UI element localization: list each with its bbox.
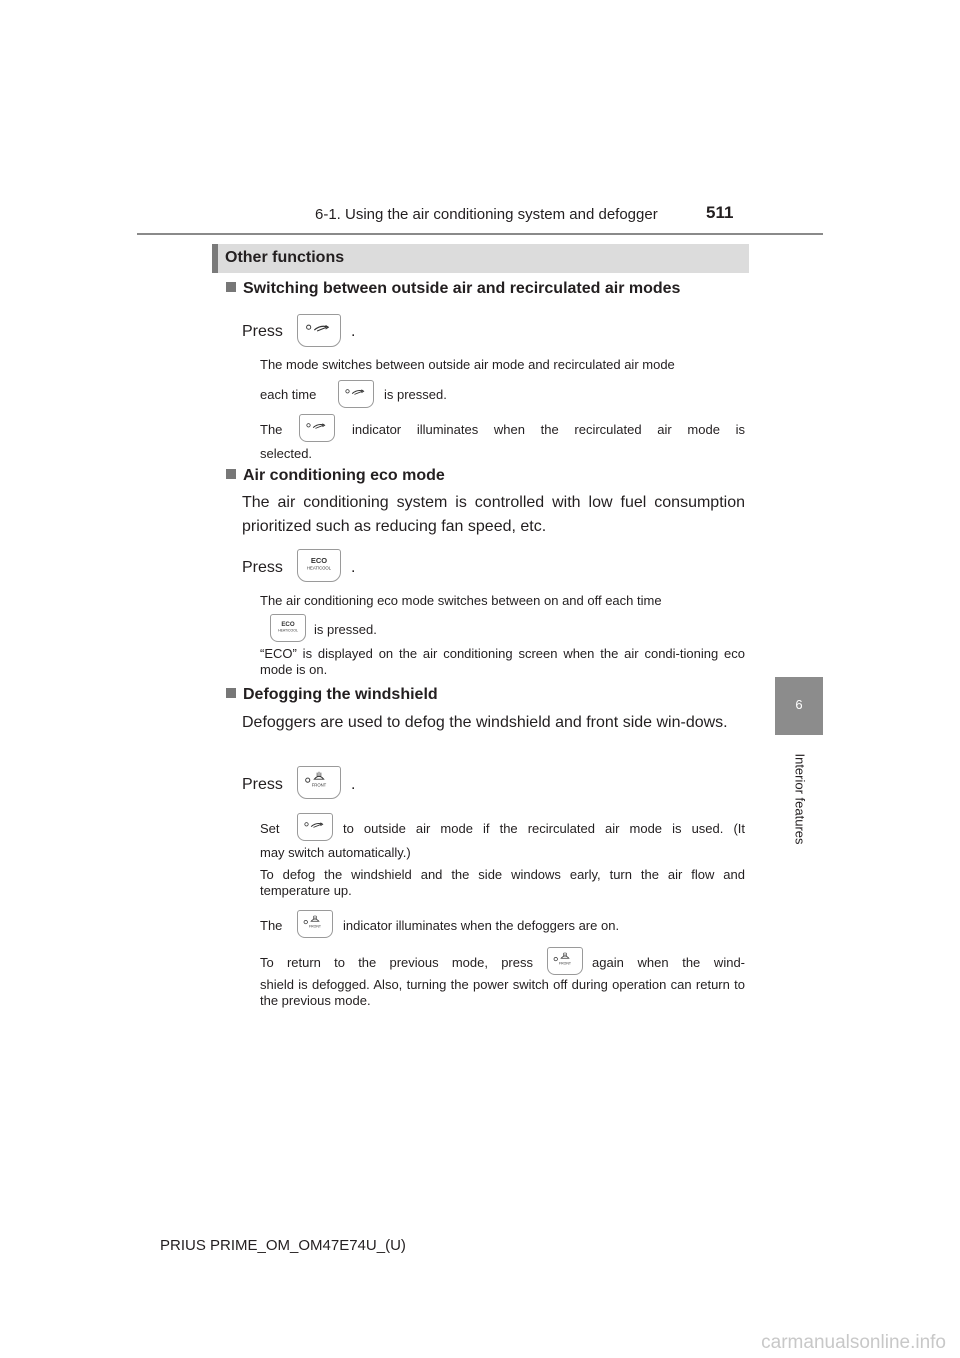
recirc-note1-each-time: each time xyxy=(260,387,317,402)
defog-icon-label: FRONT xyxy=(311,782,327,788)
recirc-press-word: Press xyxy=(242,323,283,340)
recirculated-air-icon xyxy=(297,813,333,841)
recirc-press-period: . xyxy=(351,323,356,340)
recirc-note2-the: The xyxy=(260,422,283,437)
front-defogger-icon xyxy=(547,947,583,975)
footer-model-code: PRIUS PRIME_OM_OM47E74U_(U) xyxy=(160,1237,406,1254)
defog-note4-line1a: To return to the previous mode, press xyxy=(260,955,533,970)
defog-note2: To defog the windshield and the side windows early, turn the air flow and temperature up. xyxy=(260,867,745,898)
eco-note2: “ECO” is displayed on the air conditioning screen when the air condi-tioning eco mode is on. xyxy=(260,646,745,677)
word: recirculated xyxy=(574,422,642,437)
eco-icon-sublabel: HEAT/COOL xyxy=(278,628,298,633)
eco-press-period: . xyxy=(351,559,356,576)
defog-note1-line2: may switch automatically.) xyxy=(260,845,411,860)
defog-note1-line1: to outside air mode if the recirculated air mode is used. (It xyxy=(343,821,745,836)
bullet-square-icon xyxy=(226,688,236,698)
recirculated-air-icon xyxy=(338,380,374,408)
recirc-heading xyxy=(226,280,680,298)
defog-note4-line1b: again when the wind- xyxy=(592,955,745,970)
recirc-heading-text: Switching between outside air and recirculated air modes xyxy=(243,280,681,297)
front-defogger-icon xyxy=(297,766,341,799)
watermark: carmanualsonline.info xyxy=(761,1332,946,1353)
chapter-label-text: Interior features xyxy=(792,753,808,845)
recirc-note2-line2: selected. xyxy=(260,446,313,461)
eco-heading-text: Air conditioning eco mode xyxy=(243,467,445,484)
defog-icon-label: FRONT xyxy=(559,961,571,966)
front-defogger-icon xyxy=(297,910,333,938)
eco-description: The air conditioning system is controlled with low fuel consumption prioritized such as reducing fan speed, etc. xyxy=(242,494,745,535)
defog-press-period: . xyxy=(351,776,356,793)
eco-note1-is-pressed: is pressed. xyxy=(314,622,377,637)
chapter-label xyxy=(785,745,815,853)
word: the xyxy=(540,422,559,437)
eco-icon-sublabel: HEAT/COOL xyxy=(306,565,332,571)
defog-press-word: Press xyxy=(242,776,283,793)
chapter-number: 6 xyxy=(795,697,803,712)
section-heading-text: Other functions xyxy=(225,249,345,266)
eco-press-word: Press xyxy=(242,559,283,576)
recirculated-air-icon xyxy=(299,414,335,442)
recirculated-air-icon xyxy=(297,314,341,347)
defog-heading xyxy=(226,686,438,704)
section-heading xyxy=(212,244,749,273)
eco-mode-icon xyxy=(270,614,306,642)
defog-note4-rest: shield is defogged. Also, turning the power switch off during operation can return to the previous mode. xyxy=(260,977,745,1008)
bullet-square-icon xyxy=(226,469,236,479)
eco-note1-line1: The air conditioning eco mode switches between on and off each time xyxy=(260,593,662,608)
eco-heading xyxy=(226,467,445,485)
recirc-note1-line1: The mode switches between outside air mode and recirculated air mode xyxy=(260,357,675,372)
eco-mode-icon xyxy=(297,549,341,582)
defog-note3-text: indicator illuminates when the defoggers are on. xyxy=(343,918,620,933)
word: indicator xyxy=(352,422,402,437)
defog-note1-set: Set xyxy=(260,821,280,836)
defog-icon-label: FRONT xyxy=(309,924,321,929)
running-header: 6-1. Using the air conditioning system and defogger xyxy=(315,206,658,223)
defog-note3-the: The xyxy=(260,918,283,933)
recirc-note1-is-pressed: is pressed. xyxy=(384,387,447,402)
eco-icon-label: ECO xyxy=(281,621,295,629)
word: illuminates xyxy=(416,422,479,437)
word: mode xyxy=(687,422,720,437)
defog-heading-text: Defogging the windshield xyxy=(243,686,438,703)
recirc-note2-line1 xyxy=(352,422,745,437)
chapter-tab xyxy=(775,677,823,735)
page-number: 511 xyxy=(706,203,734,222)
word: air xyxy=(657,422,672,437)
defog-description: Defoggers are used to defog the windshield and front side win-dows. xyxy=(242,714,728,731)
word: is xyxy=(735,422,745,437)
word: when xyxy=(493,422,525,437)
eco-icon-label: ECO xyxy=(310,556,328,566)
header-rule xyxy=(137,233,823,235)
bullet-square-icon xyxy=(226,282,236,292)
